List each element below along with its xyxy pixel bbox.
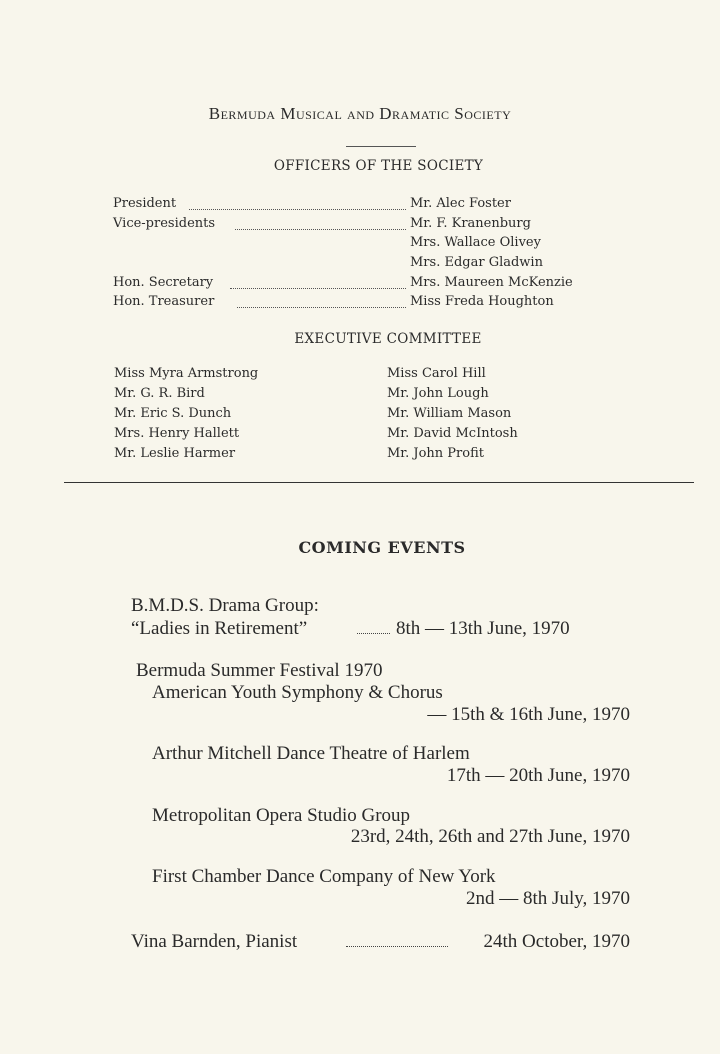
officer-row-president bbox=[113, 196, 603, 216]
committee-member: Mr. Eric S. Dunch bbox=[114, 406, 232, 421]
officer-role: Hon. Treasurer bbox=[113, 294, 215, 309]
leader-dots bbox=[346, 946, 448, 947]
event-opera: Metropolitan Opera Studio Group bbox=[152, 805, 411, 826]
event-drama-play: “Ladies in Retirement” bbox=[131, 618, 308, 639]
leader-dots bbox=[357, 633, 390, 634]
committee-member: Mr. William Mason bbox=[387, 406, 512, 421]
officer-name: Mrs. Wallace Olivey bbox=[410, 235, 541, 250]
officer-role: Hon. Secretary bbox=[113, 275, 214, 290]
executive-heading: EXECUTIVE COMMITTEE bbox=[294, 331, 482, 347]
officer-role: Vice-presidents bbox=[113, 216, 216, 231]
officer-row-secretary bbox=[113, 275, 603, 295]
leader-dots bbox=[189, 209, 406, 210]
officer-name: Mrs. Maureen McKenzie bbox=[410, 275, 573, 290]
event-festival: Bermuda Summer Festival 1970 bbox=[136, 660, 383, 681]
event-symphony-dates: — 15th & 16th June, 1970 bbox=[427, 704, 630, 725]
officer-name: Mr. F. Kranenburg bbox=[410, 216, 531, 231]
event-pianist-date: 24th October, 1970 bbox=[483, 931, 630, 952]
leader-dots bbox=[235, 229, 406, 230]
event-drama-group: B.M.D.S. Drama Group: bbox=[131, 595, 319, 616]
officer-name: Mrs. Edgar Gladwin bbox=[410, 255, 543, 270]
leader-dots bbox=[230, 288, 406, 289]
event-chamber: First Chamber Dance Company of New York bbox=[152, 866, 496, 887]
officer-name: Mr. Alec Foster bbox=[410, 196, 511, 211]
society-title: Bermuda Musical and Dramatic Society bbox=[208, 104, 512, 123]
section-divider bbox=[64, 482, 694, 483]
title-divider bbox=[346, 146, 416, 147]
officer-name: Miss Freda Houghton bbox=[410, 294, 554, 309]
event-chamber-dates: 2nd — 8th July, 1970 bbox=[466, 888, 630, 909]
officer-role: President bbox=[113, 196, 177, 211]
leader-dots bbox=[237, 307, 406, 308]
event-drama-dates: 8th — 13th June, 1970 bbox=[396, 618, 570, 639]
coming-events-heading: COMING EVENTS bbox=[298, 538, 466, 557]
event-dance-harlem-dates: 17th — 20th June, 1970 bbox=[446, 765, 630, 786]
event-symphony: American Youth Symphony & Chorus bbox=[152, 682, 443, 703]
committee-member: Miss Myra Armstrong bbox=[114, 366, 259, 381]
committee-member: Mr. John Profit bbox=[387, 446, 484, 461]
committee-member: Mr. John Lough bbox=[387, 386, 489, 401]
officer-row-vice-presidents bbox=[113, 216, 603, 236]
officer-row-treasurer bbox=[113, 294, 603, 314]
event-opera-dates: 23rd, 24th, 26th and 27th June, 1970 bbox=[350, 826, 630, 847]
committee-member: Miss Carol Hill bbox=[387, 366, 486, 381]
committee-member: Mrs. Henry Hallett bbox=[114, 426, 240, 441]
executive-list-right bbox=[387, 364, 518, 464]
committee-member: Mr. Leslie Harmer bbox=[114, 446, 236, 461]
committee-member: Mr. David McIntosh bbox=[387, 426, 518, 441]
event-pianist: Vina Barnden, Pianist bbox=[131, 931, 298, 952]
officers-heading: OFFICERS OF THE SOCIETY bbox=[273, 158, 484, 174]
executive-list-left bbox=[114, 364, 258, 464]
committee-member: Mr. G. R. Bird bbox=[114, 386, 205, 401]
event-dance-harlem: Arthur Mitchell Dance Theatre of Harlem bbox=[152, 743, 470, 764]
